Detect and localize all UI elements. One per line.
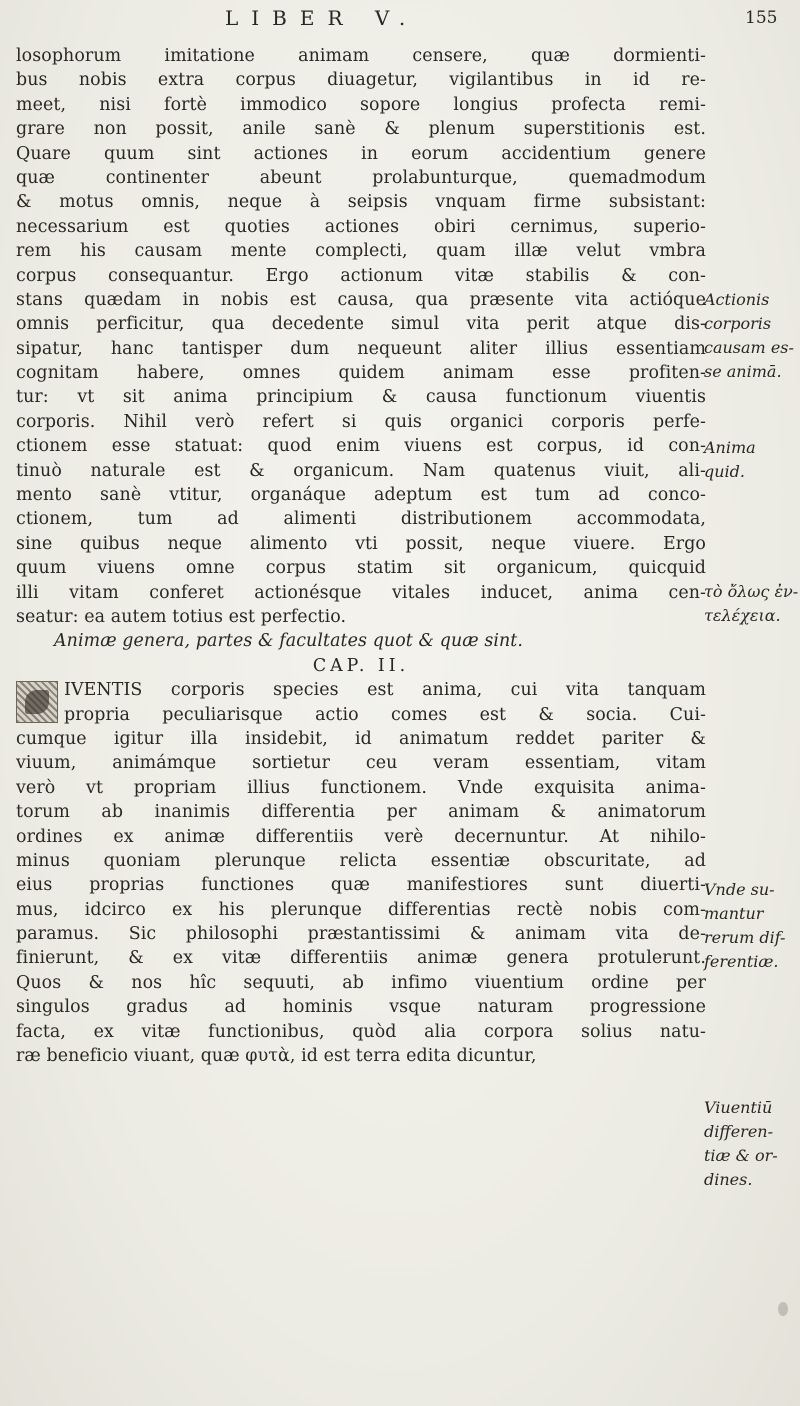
page-number: 155	[745, 8, 778, 28]
text-line: meet, nisi fortè immodico sopore longius profecta remi-	[16, 94, 706, 115]
text-line: quæ continenter abeunt prolabunturque, quemadmodum	[16, 167, 706, 188]
text-line: & motus omnis, neque à seipsis vnquam firme subsistant:	[16, 192, 706, 213]
text-line: quum viuens omne corpus statim sit organicum, quicquid	[16, 558, 706, 579]
main-text	[16, 44, 706, 1068]
margin-note-line: quid.	[704, 462, 745, 481]
text-line: verò vt propriam illius functionem. Vnde exquisita anima-	[16, 777, 706, 798]
margin-note-line: causam es-	[704, 338, 794, 357]
text-line: omnis perficitur, qua decedente simul vita perit atque dis-	[16, 314, 706, 335]
text-line: minus quoniam plerunque relicta essentiæ obscuritate, ad	[16, 850, 706, 871]
text-line: Quos & nos hîc sequuti, ab infimo viuentium ordine per	[16, 972, 706, 993]
margin-note-line: dines.	[704, 1170, 753, 1189]
text-line: stans quædam in nobis est causa, qua præsente vita actióque	[16, 289, 706, 310]
text-line: corpus consequantur. Ergo actionum vitæ stabilis & con-	[16, 265, 706, 286]
text-line: eius proprias functiones quæ manifestiores sunt diuerti-	[16, 875, 706, 896]
text-line: necessarium est quoties actiones obiri cernimus, superio-	[16, 216, 706, 237]
text-line: sine quibus neque alimento vti possit, neque viuere. Ergo	[16, 533, 706, 554]
text-line: cumque igitur illa insidebit, id animatum reddet pariter &	[16, 728, 706, 749]
margin-note-line: differen-	[704, 1122, 773, 1141]
margin-note-line: mantur	[704, 904, 764, 923]
ink-smudge	[778, 1302, 788, 1316]
text-line: bus nobis extra corpus diuagetur, vigilantibus in id re-	[16, 70, 706, 91]
text-line: ctionem esse statuat: quod enim viuens est corpus, id con-	[16, 436, 706, 457]
text-line: torum ab inanimis differentia per animam & animatorum	[16, 802, 706, 823]
drop-cap-ornament	[16, 681, 58, 723]
text-line: facta, ex vitæ functionibus, quòd alia corpora solius natu-	[16, 1021, 706, 1042]
text-line: tur: vt sit anima principium & causa functionum viuentis	[16, 387, 706, 408]
chapter-heading: CAP. II.	[312, 655, 410, 676]
margin-note-line: τὸ ὄλως ἐν-	[704, 582, 799, 601]
margin-note-line: tiæ & or-	[704, 1146, 778, 1165]
text-line: seatur: ea autem totius est perfectio.	[16, 606, 347, 627]
text-line: paramus. Sic philosophi præstantissimi & animam vita de-	[16, 924, 706, 945]
chapter-subtitle: Animæ genera, partes & facultates quot & quæ sint.	[54, 631, 524, 652]
text-line: ctionem, tum ad alimenti distributionem accommodata,	[16, 509, 706, 530]
margin-note-line: corporis	[704, 314, 772, 333]
margin-note-line: Viuentiū	[704, 1098, 773, 1117]
text-line: finierunt, & ex vitæ differentiis animæ genera protulerunt.	[16, 948, 706, 969]
margin-note-line: Actionis	[704, 290, 770, 309]
margin-note-line: τελέχεια.	[704, 606, 781, 625]
text-line: losophorum imitatione animam censere, quæ dormienti-	[16, 46, 706, 66]
text-line: viuum, animámque sortietur ceu veram essentiam, vitam	[16, 753, 706, 774]
text-line: rem his causam mente complecti, quam illæ velut vmbra	[16, 241, 706, 262]
text-line: IVENTIS corporis species est anima, cui vita tanquam	[64, 680, 706, 701]
text-line: mento sanè vtitur, organáque adeptum est tum ad conco-	[16, 485, 706, 506]
margin-note-line: ferentiæ.	[704, 952, 779, 971]
text-line: tinuò naturale est & organicum. Nam quatenus viuit, ali-	[16, 460, 706, 481]
text-line: mus, idcirco ex his plerunque differentias rectè nobis com-	[16, 899, 706, 920]
text-line: ordines ex animæ differentiis verè decernuntur. At nihilo-	[16, 826, 706, 847]
text-line: ræ beneficio viuant, quæ φυτὰ, id est terra edita dicuntur,	[16, 1046, 537, 1067]
text-line: Quare quum sint actiones in eorum accidentium genere	[16, 143, 706, 164]
margin-note-line: Anima	[704, 438, 756, 457]
text-line: illi vitam conferet actionésque vitales inducet, anima cen-	[16, 582, 706, 603]
text-line: sipatur, hanc tantisper dum nequeunt aliter illius essentiam	[16, 338, 706, 359]
page-header	[0, 2, 800, 36]
text-line: cognitam habere, omnes quidem animam esse profiten-	[16, 363, 706, 384]
margin-note-line: Vnde su-	[704, 880, 775, 899]
text-line: propria peculiarisque actio comes est & socia. Cui-	[64, 704, 706, 725]
text-line: singulos gradus ad hominis vsque naturam progressione	[16, 997, 706, 1018]
margin-note-line: se animā.	[704, 362, 782, 381]
text-line: corporis. Nihil verò refert si quis organici corporis perfe-	[16, 411, 706, 432]
running-title: LIBER V.	[225, 6, 419, 30]
margin-note-line: rerum dif-	[704, 928, 786, 947]
text-line: grare non possit, anile sanè & plenum superstitionis est.	[16, 119, 706, 140]
